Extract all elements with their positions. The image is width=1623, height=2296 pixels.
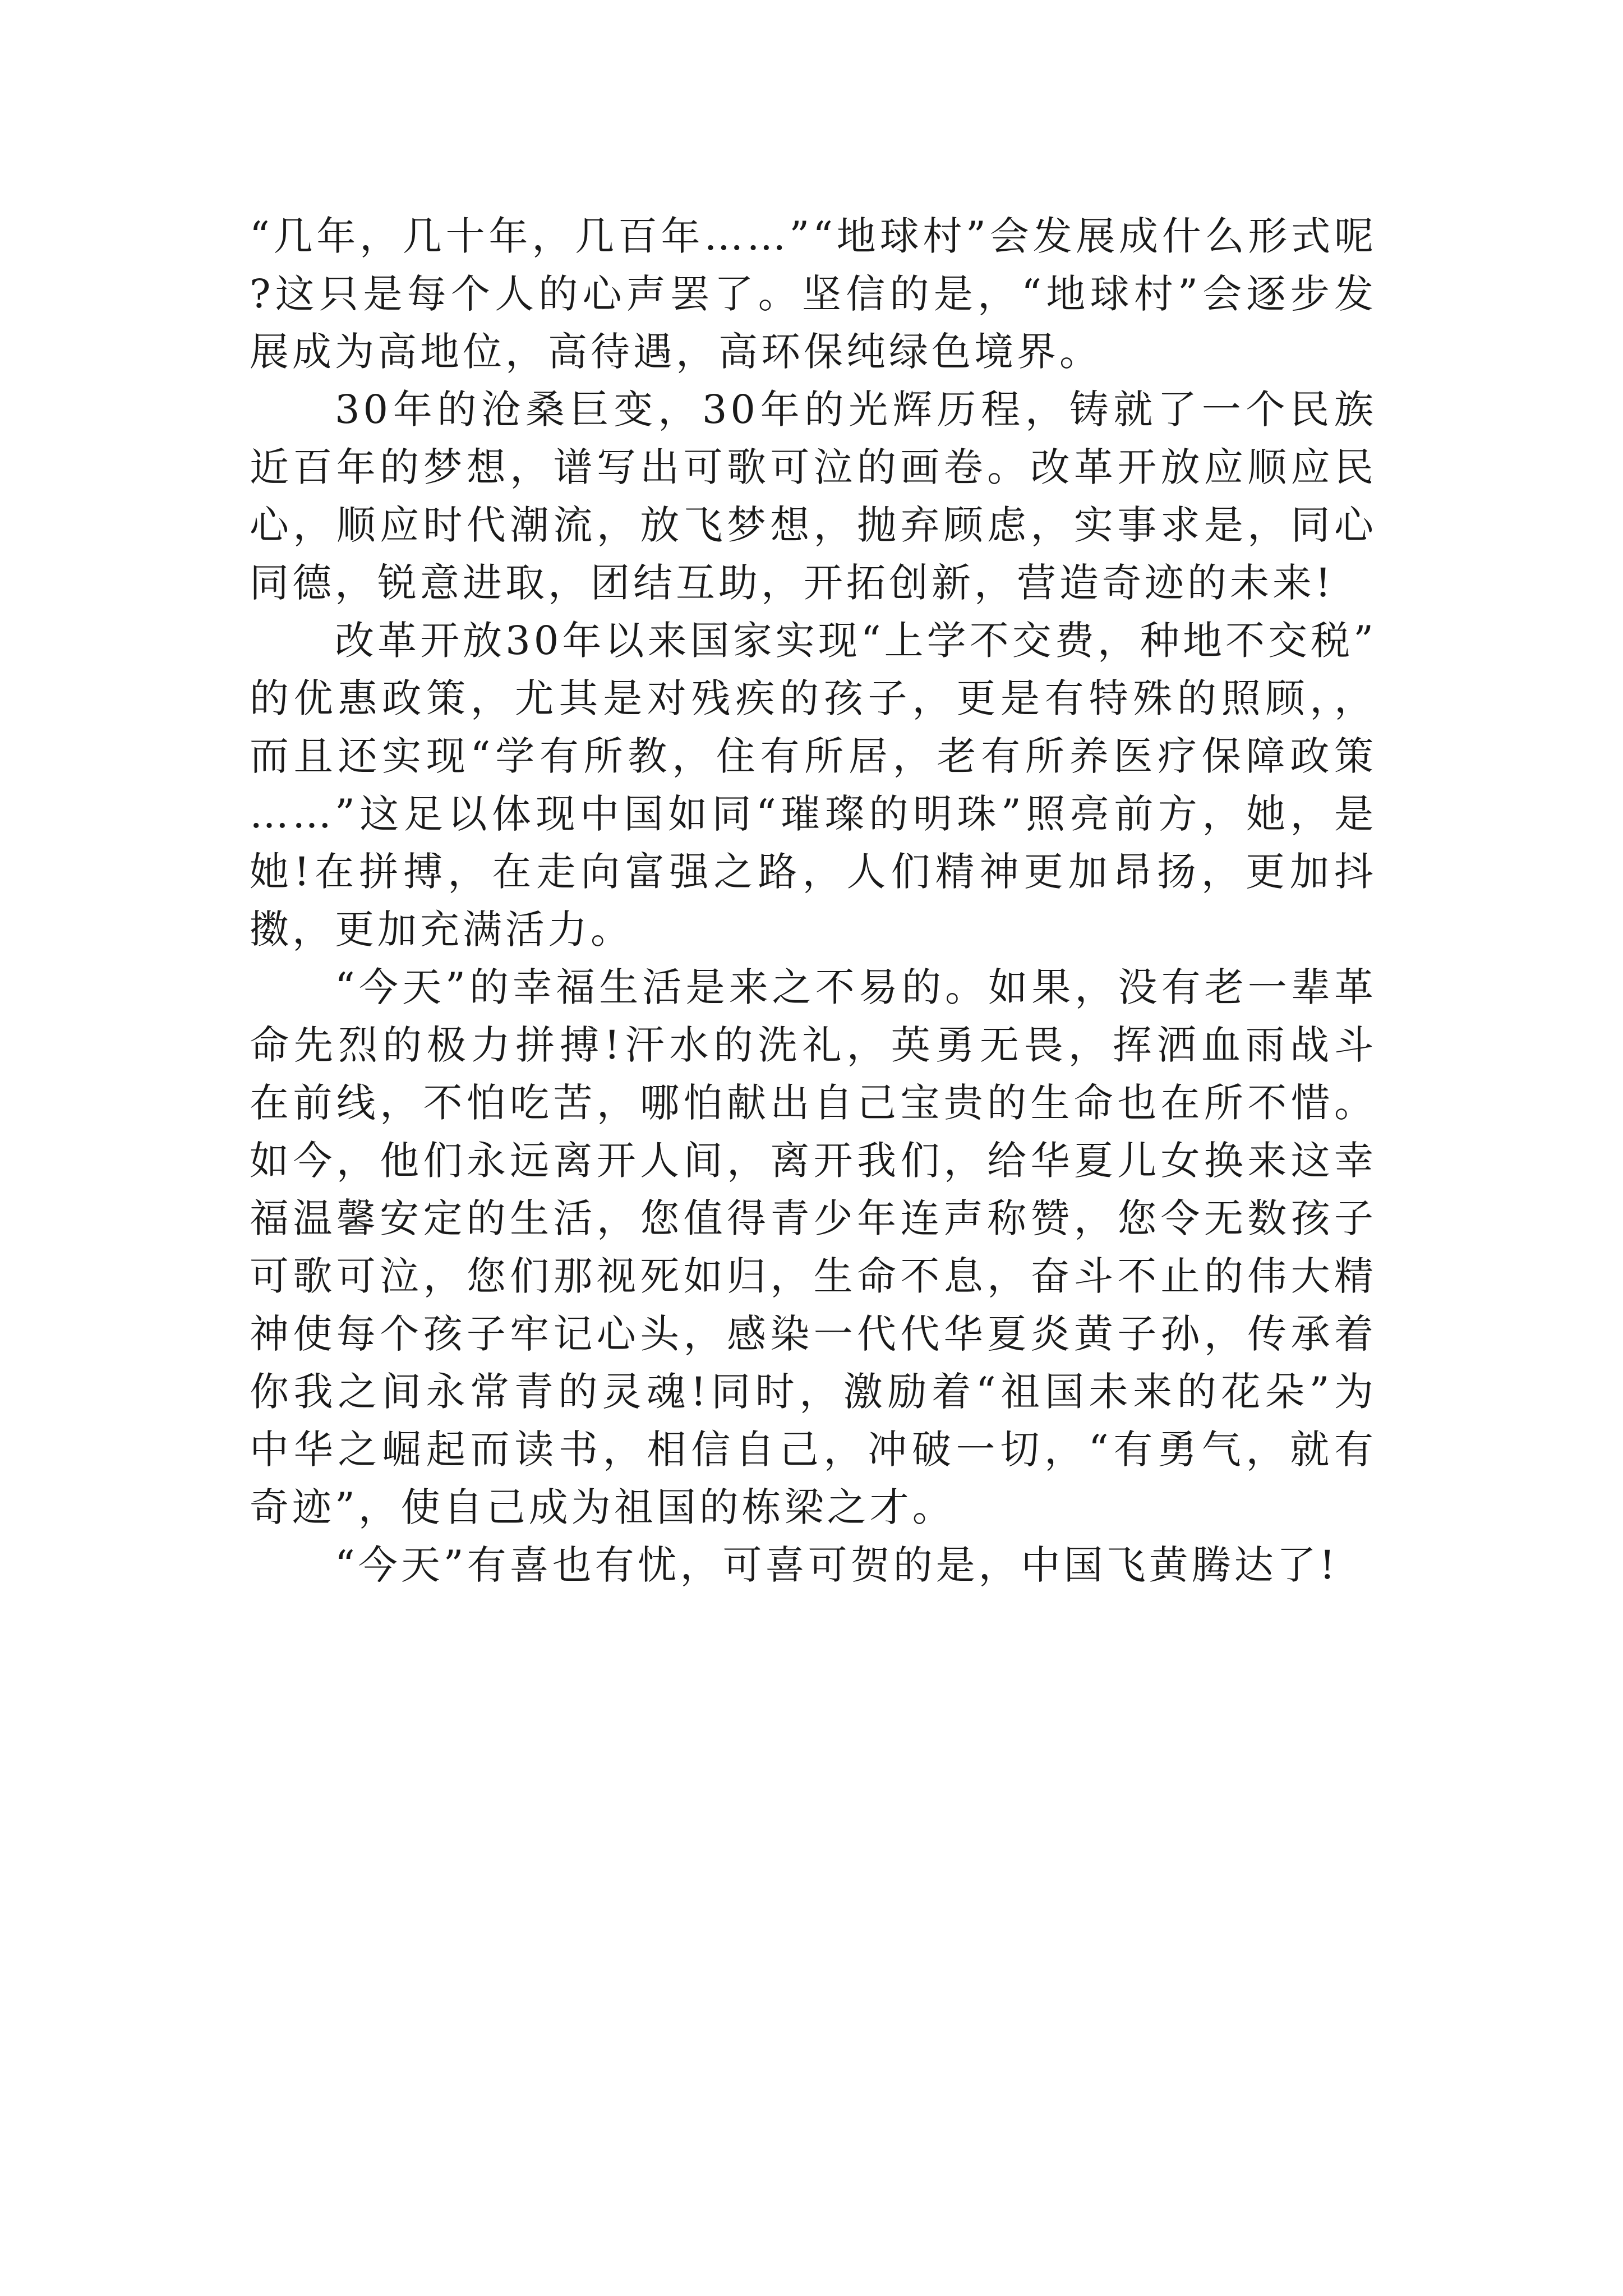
paragraph-4: “今天”的幸福生活是来之不易的。如果，没有老一辈革命先烈的极力拼搏!汗水的洗礼，英勇无畏，挥洒血雨战斗在前线，不怕吃苦，哪怕献出自己宝贵的生命也在所不惜。如今，他们永远离开人间，离开我们，给华夏儿女换来这幸福温馨安定的生活，您值得青少年连声称赞，您令无数孩子可歌可泣，您们那视死如归，生命不息，奋斗不止的伟大精神使每个孩子牢记心头，感染一代代华夏炎黄子孙，传承着你我之间永常青的灵魂!同时，激励着“祖国未来的花朵”为中华之崛起而读书，相信自己，冲破一切，“有勇气，就有奇迹”，使自己成为祖国的栋梁之才。 [250, 964, 1377, 1530]
paragraph-5: “今天”有喜也有忧，可喜可贺的是，中国飞黄腾达了! [335, 1542, 1339, 1588]
paragraph-3: 改革开放30年以来国家实现“上学不交费，种地不交税”的优惠政策，尤其是对残疾的孩子，更是有特殊的照顾，，而且还实现“学有所教，住有所居，老有所养医疗保障政策……”这足以体现中国如同“璀璨的明珠”照亮前方，她，是她!在拼搏，在走向富强之路，人们精神更加昂扬，更加抖擞，更加充满活力。 [250, 618, 1377, 953]
document-body [250, 208, 1377, 1594]
paragraph-2: 30年的沧桑巨变，30年的光辉历程，铸就了一个民族近百年的梦想，谱写出可歌可泣的画卷。改革开放应顺应民心，顺应时代潮流，放飞梦想，抛弃顾虑，实事求是，同心同德，锐意进取，团结互助，开拓创新，营造奇迹的未来! [250, 386, 1377, 606]
paragraph-1: “几年，几十年，几百年……”“地球村”会发展成什么形式呢?这只是每个人的心声罢了。坚信的是，“地球村”会逐步发展成为高地位，高待遇，高环保纯绿色境界。 [250, 213, 1377, 375]
